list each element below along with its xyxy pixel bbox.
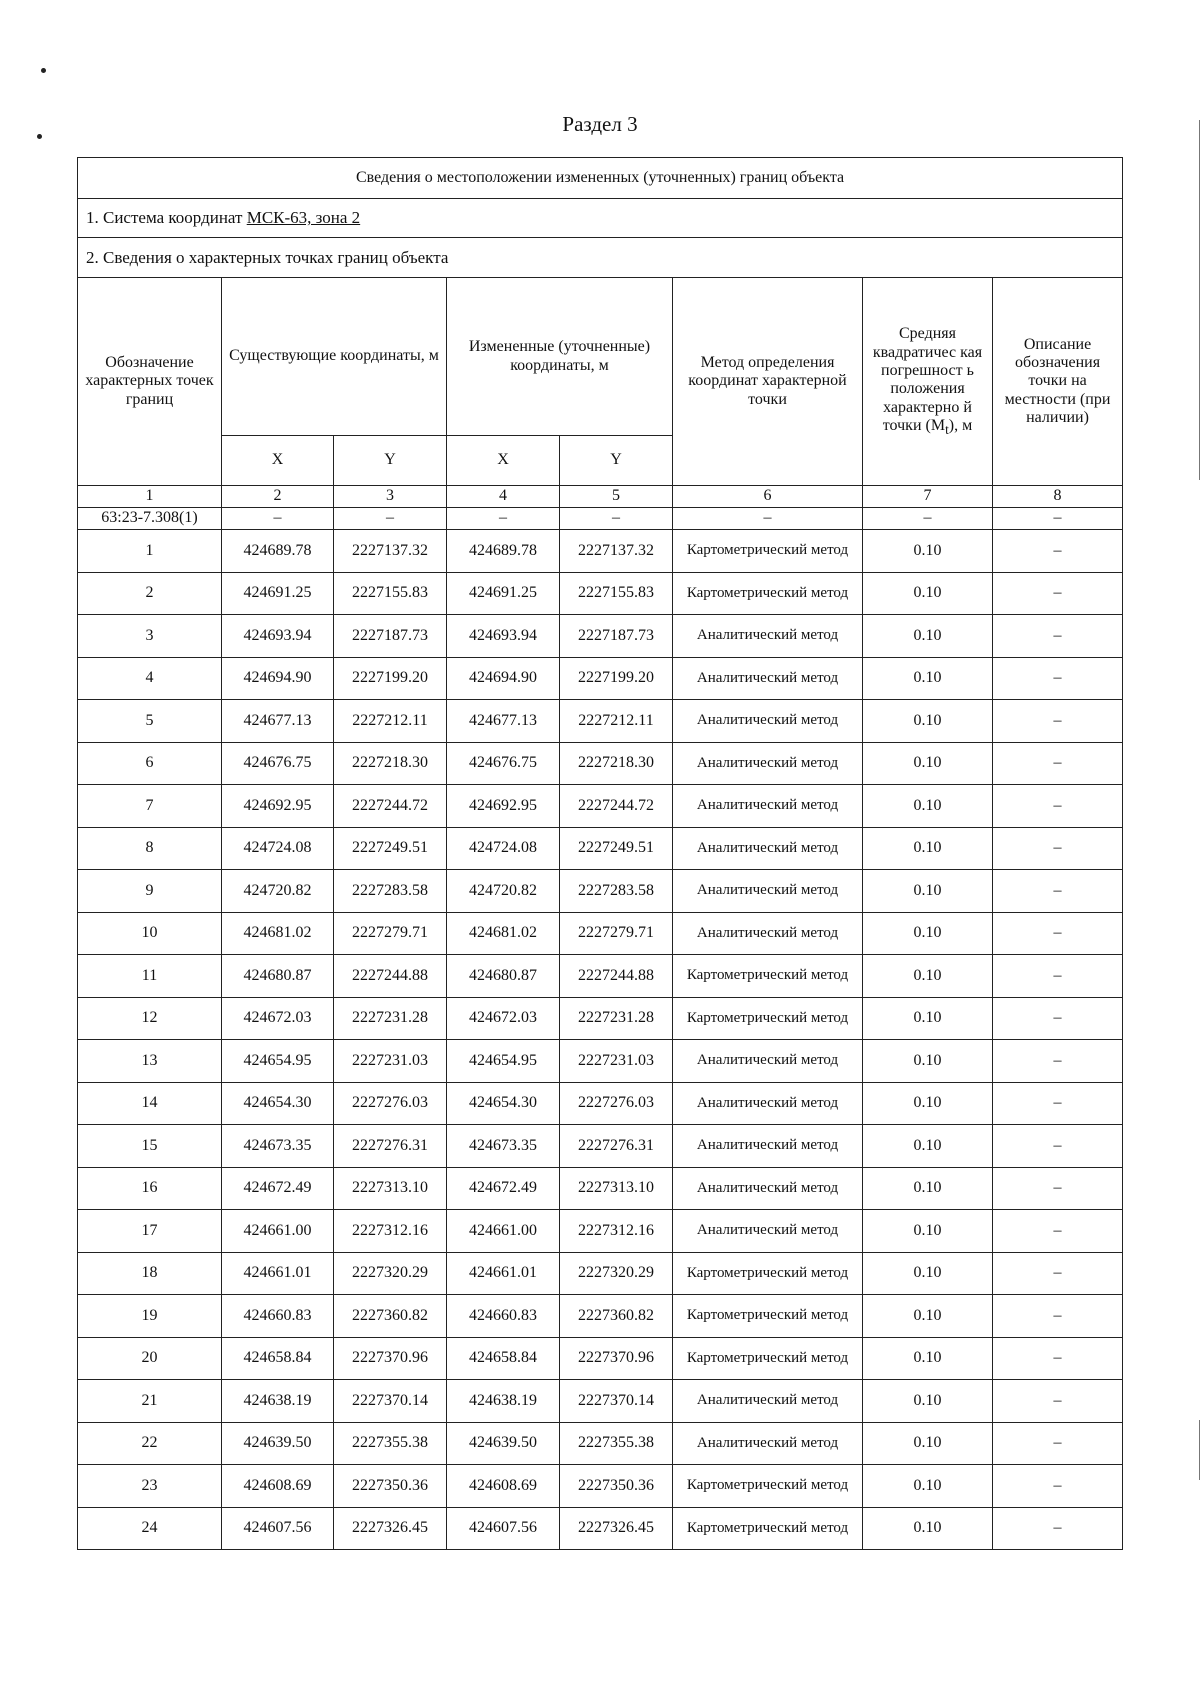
parcel-cell: – bbox=[560, 508, 673, 530]
column-number: 8 bbox=[993, 486, 1123, 508]
error-value: 0.10 bbox=[863, 615, 993, 658]
error-value: 0.10 bbox=[863, 1380, 993, 1423]
method: Картометрический метод bbox=[673, 1295, 863, 1338]
existing-x: 424689.78 bbox=[222, 530, 334, 573]
parcel-cell: – bbox=[334, 508, 447, 530]
error-value: 0.10 bbox=[863, 1252, 993, 1295]
existing-y: 2227155.83 bbox=[334, 572, 447, 615]
parcel-cell: – bbox=[993, 508, 1123, 530]
description: – bbox=[993, 1380, 1123, 1423]
table-row bbox=[78, 742, 1123, 785]
point-number: 12 bbox=[78, 997, 222, 1040]
table-row bbox=[78, 1422, 1123, 1465]
method: Аналитический метод bbox=[673, 657, 863, 700]
header-error-sub: t bbox=[945, 422, 949, 438]
changed-x: 424639.50 bbox=[447, 1422, 560, 1465]
error-value: 0.10 bbox=[863, 700, 993, 743]
changed-y: 2227326.45 bbox=[560, 1507, 673, 1550]
existing-x: 424672.49 bbox=[222, 1167, 334, 1210]
description: – bbox=[993, 1295, 1123, 1338]
point-number: 9 bbox=[78, 870, 222, 913]
point-number: 14 bbox=[78, 1082, 222, 1125]
column-number: 2 bbox=[222, 486, 334, 508]
table-row bbox=[78, 1380, 1123, 1423]
existing-y: 2227137.32 bbox=[334, 530, 447, 573]
method: Аналитический метод bbox=[673, 870, 863, 913]
table-row bbox=[78, 572, 1123, 615]
point-number: 3 bbox=[78, 615, 222, 658]
error-value: 0.10 bbox=[863, 955, 993, 998]
changed-y: 2227276.03 bbox=[560, 1082, 673, 1125]
header-error-tail: ), м bbox=[948, 417, 973, 435]
method: Аналитический метод bbox=[673, 1040, 863, 1083]
existing-y: 2227187.73 bbox=[334, 615, 447, 658]
table-title: Сведения о местоположении измененных (уточненных) границ объекта bbox=[78, 158, 1123, 199]
parcel-cell: – bbox=[863, 508, 993, 530]
existing-y: 2227231.28 bbox=[334, 997, 447, 1040]
method: Аналитический метод bbox=[673, 700, 863, 743]
existing-x: 424693.94 bbox=[222, 615, 334, 658]
existing-x: 424608.69 bbox=[222, 1465, 334, 1508]
parcel-cell: – bbox=[447, 508, 560, 530]
changed-x: 424693.94 bbox=[447, 615, 560, 658]
existing-x: 424680.87 bbox=[222, 955, 334, 998]
error-value: 0.10 bbox=[863, 657, 993, 700]
existing-x: 424639.50 bbox=[222, 1422, 334, 1465]
table-row bbox=[78, 1465, 1123, 1508]
header-y-existing: Y bbox=[334, 436, 447, 486]
existing-x: 424672.03 bbox=[222, 997, 334, 1040]
method: Аналитический метод bbox=[673, 1210, 863, 1253]
changed-x: 424724.08 bbox=[447, 827, 560, 870]
coord-system-row bbox=[78, 199, 1123, 238]
table-row bbox=[78, 1210, 1123, 1253]
existing-x: 424661.01 bbox=[222, 1252, 334, 1295]
changed-y: 2227320.29 bbox=[560, 1252, 673, 1295]
table-row bbox=[78, 530, 1123, 573]
table-row bbox=[78, 1167, 1123, 1210]
existing-y: 2227276.31 bbox=[334, 1125, 447, 1168]
point-number: 5 bbox=[78, 700, 222, 743]
existing-y: 2227312.16 bbox=[334, 1210, 447, 1253]
existing-y: 2227199.20 bbox=[334, 657, 447, 700]
point-number: 4 bbox=[78, 657, 222, 700]
method: Аналитический метод bbox=[673, 1422, 863, 1465]
changed-y: 2227218.30 bbox=[560, 742, 673, 785]
existing-y: 2227326.45 bbox=[334, 1507, 447, 1550]
changed-y: 2227370.14 bbox=[560, 1380, 673, 1423]
header-method: Метод определения координат характерной точки bbox=[673, 278, 863, 486]
point-number: 20 bbox=[78, 1337, 222, 1380]
header-x-changed: X bbox=[447, 436, 560, 486]
point-number: 1 bbox=[78, 530, 222, 573]
changed-x: 424681.02 bbox=[447, 912, 560, 955]
error-value: 0.10 bbox=[863, 912, 993, 955]
error-value: 0.10 bbox=[863, 997, 993, 1040]
changed-y: 2227231.03 bbox=[560, 1040, 673, 1083]
table-row bbox=[78, 657, 1123, 700]
point-number: 22 bbox=[78, 1422, 222, 1465]
table-row bbox=[78, 912, 1123, 955]
error-value: 0.10 bbox=[863, 572, 993, 615]
error-value: 0.10 bbox=[863, 1295, 993, 1338]
existing-x: 424724.08 bbox=[222, 827, 334, 870]
error-value: 0.10 bbox=[863, 1125, 993, 1168]
method: Картометрический метод bbox=[673, 1337, 863, 1380]
changed-x: 424689.78 bbox=[447, 530, 560, 573]
method: Аналитический метод bbox=[673, 1380, 863, 1423]
error-value: 0.10 bbox=[863, 1422, 993, 1465]
description: – bbox=[993, 955, 1123, 998]
header-changed-coords: Измененные (уточненные) координаты, м bbox=[447, 278, 673, 436]
section-title: Раздел 3 bbox=[562, 112, 638, 136]
changed-x: 424673.35 bbox=[447, 1125, 560, 1168]
parcel-cell: – bbox=[673, 508, 863, 530]
changed-x: 424638.19 bbox=[447, 1380, 560, 1423]
parcel-label: 63:23-7.308(1) bbox=[78, 508, 222, 530]
error-value: 0.10 bbox=[863, 1082, 993, 1125]
method: Аналитический метод bbox=[673, 827, 863, 870]
changed-x: 424660.83 bbox=[447, 1295, 560, 1338]
existing-y: 2227360.82 bbox=[334, 1295, 447, 1338]
method: Аналитический метод bbox=[673, 785, 863, 828]
table-row bbox=[78, 1040, 1123, 1083]
description: – bbox=[993, 1337, 1123, 1380]
error-value: 0.10 bbox=[863, 1337, 993, 1380]
existing-y: 2227231.03 bbox=[334, 1040, 447, 1083]
table-row bbox=[78, 1337, 1123, 1380]
error-value: 0.10 bbox=[863, 1507, 993, 1550]
description: – bbox=[993, 827, 1123, 870]
existing-x: 424661.00 bbox=[222, 1210, 334, 1253]
changed-x: 424672.49 bbox=[447, 1167, 560, 1210]
method: Картометрический метод bbox=[673, 1252, 863, 1295]
error-value: 0.10 bbox=[863, 530, 993, 573]
column-number: 3 bbox=[334, 486, 447, 508]
point-number: 15 bbox=[78, 1125, 222, 1168]
description: – bbox=[993, 870, 1123, 913]
existing-x: 424607.56 bbox=[222, 1507, 334, 1550]
existing-x: 424673.35 bbox=[222, 1125, 334, 1168]
changed-y: 2227370.96 bbox=[560, 1337, 673, 1380]
column-number: 5 bbox=[560, 486, 673, 508]
changed-x: 424607.56 bbox=[447, 1507, 560, 1550]
changed-y: 2227350.36 bbox=[560, 1465, 673, 1508]
changed-x: 424654.95 bbox=[447, 1040, 560, 1083]
table-row bbox=[78, 997, 1123, 1040]
existing-y: 2227212.11 bbox=[334, 700, 447, 743]
points-heading: 2. Сведения о характерных точках границ объекта bbox=[78, 238, 1123, 278]
existing-x: 424681.02 bbox=[222, 912, 334, 955]
existing-y: 2227313.10 bbox=[334, 1167, 447, 1210]
changed-y: 2227249.51 bbox=[560, 827, 673, 870]
column-number-row bbox=[78, 486, 1123, 508]
column-number: 6 bbox=[673, 486, 863, 508]
header-x-existing: X bbox=[222, 436, 334, 486]
existing-y: 2227283.58 bbox=[334, 870, 447, 913]
method: Картометрический метод bbox=[673, 572, 863, 615]
existing-y: 2227249.51 bbox=[334, 827, 447, 870]
error-value: 0.10 bbox=[863, 785, 993, 828]
point-number: 10 bbox=[78, 912, 222, 955]
point-number: 13 bbox=[78, 1040, 222, 1083]
method: Картометрический метод bbox=[673, 955, 863, 998]
changed-x: 424654.30 bbox=[447, 1082, 560, 1125]
point-number: 2 bbox=[78, 572, 222, 615]
existing-x: 424692.95 bbox=[222, 785, 334, 828]
method: Аналитический метод bbox=[673, 742, 863, 785]
header-error-text: Средняя квадратичес кая погрешност ь положения характерно й точки (M bbox=[872, 325, 983, 435]
changed-x: 424720.82 bbox=[447, 870, 560, 913]
changed-x: 424672.03 bbox=[447, 997, 560, 1040]
description: – bbox=[993, 615, 1123, 658]
description: – bbox=[993, 1507, 1123, 1550]
changed-x: 424694.90 bbox=[447, 657, 560, 700]
changed-x: 424661.01 bbox=[447, 1252, 560, 1295]
existing-y: 2227244.88 bbox=[334, 955, 447, 998]
point-number: 8 bbox=[78, 827, 222, 870]
changed-y: 2227231.28 bbox=[560, 997, 673, 1040]
description: – bbox=[993, 572, 1123, 615]
existing-y: 2227350.36 bbox=[334, 1465, 447, 1508]
method: Аналитический метод bbox=[673, 1125, 863, 1168]
method: Аналитический метод bbox=[673, 1167, 863, 1210]
changed-x: 424608.69 bbox=[447, 1465, 560, 1508]
description: – bbox=[993, 1125, 1123, 1168]
method: Картометрический метод bbox=[673, 1507, 863, 1550]
changed-x: 424680.87 bbox=[447, 955, 560, 998]
point-number: 18 bbox=[78, 1252, 222, 1295]
existing-y: 2227320.29 bbox=[334, 1252, 447, 1295]
header-error bbox=[863, 278, 993, 486]
changed-x: 424691.25 bbox=[447, 572, 560, 615]
error-value: 0.10 bbox=[863, 1465, 993, 1508]
existing-x: 424654.95 bbox=[222, 1040, 334, 1083]
point-number: 23 bbox=[78, 1465, 222, 1508]
method: Картометрический метод bbox=[673, 1465, 863, 1508]
method: Аналитический метод bbox=[673, 615, 863, 658]
point-number: 7 bbox=[78, 785, 222, 828]
parcel-cell: – bbox=[222, 508, 334, 530]
existing-x: 424654.30 bbox=[222, 1082, 334, 1125]
changed-y: 2227312.16 bbox=[560, 1210, 673, 1253]
description: – bbox=[993, 1465, 1123, 1508]
changed-y: 2227137.32 bbox=[560, 530, 673, 573]
method: Картометрический метод bbox=[673, 530, 863, 573]
description: – bbox=[993, 1040, 1123, 1083]
point-number: 6 bbox=[78, 742, 222, 785]
description: – bbox=[993, 530, 1123, 573]
changed-x: 424677.13 bbox=[447, 700, 560, 743]
changed-y: 2227276.31 bbox=[560, 1125, 673, 1168]
description: – bbox=[993, 912, 1123, 955]
table-row bbox=[78, 785, 1123, 828]
table-row bbox=[78, 955, 1123, 998]
existing-y: 2227370.96 bbox=[334, 1337, 447, 1380]
existing-y: 2227279.71 bbox=[334, 912, 447, 955]
existing-x: 424720.82 bbox=[222, 870, 334, 913]
table-row bbox=[78, 1295, 1123, 1338]
description: – bbox=[993, 657, 1123, 700]
scan-dot-top bbox=[41, 68, 46, 73]
error-value: 0.10 bbox=[863, 1167, 993, 1210]
error-value: 0.10 bbox=[863, 870, 993, 913]
description: – bbox=[993, 997, 1123, 1040]
point-number: 11 bbox=[78, 955, 222, 998]
description: – bbox=[993, 700, 1123, 743]
changed-x: 424658.84 bbox=[447, 1337, 560, 1380]
existing-x: 424694.90 bbox=[222, 657, 334, 700]
error-value: 0.10 bbox=[863, 742, 993, 785]
existing-x: 424638.19 bbox=[222, 1380, 334, 1423]
table-row bbox=[78, 1125, 1123, 1168]
existing-y: 2227244.72 bbox=[334, 785, 447, 828]
changed-y: 2227244.88 bbox=[560, 955, 673, 998]
changed-y: 2227155.83 bbox=[560, 572, 673, 615]
existing-x: 424658.84 bbox=[222, 1337, 334, 1380]
existing-y: 2227355.38 bbox=[334, 1422, 447, 1465]
error-value: 0.10 bbox=[863, 1210, 993, 1253]
existing-x: 424660.83 bbox=[222, 1295, 334, 1338]
header-existing-coords: Существующие координаты, м bbox=[222, 278, 447, 436]
coord-system-name: МСК-63, зона 2 bbox=[246, 208, 361, 228]
changed-x: 424661.00 bbox=[447, 1210, 560, 1253]
table-row bbox=[78, 700, 1123, 743]
point-number: 17 bbox=[78, 1210, 222, 1253]
error-value: 0.10 bbox=[863, 827, 993, 870]
point-number: 24 bbox=[78, 1507, 222, 1550]
changed-y: 2227355.38 bbox=[560, 1422, 673, 1465]
boundary-points-table bbox=[77, 157, 1123, 1550]
coord-system-label: 1. Система координат bbox=[86, 208, 247, 228]
column-number: 4 bbox=[447, 486, 560, 508]
header-y-changed: Y bbox=[560, 436, 673, 486]
changed-y: 2227279.71 bbox=[560, 912, 673, 955]
description: – bbox=[993, 1252, 1123, 1295]
changed-y: 2227360.82 bbox=[560, 1295, 673, 1338]
method: Аналитический метод bbox=[673, 912, 863, 955]
point-number: 16 bbox=[78, 1167, 222, 1210]
changed-x: 424676.75 bbox=[447, 742, 560, 785]
description: – bbox=[993, 1167, 1123, 1210]
existing-y: 2227370.14 bbox=[334, 1380, 447, 1423]
header-designation: Обозначение характерных точек границ bbox=[78, 278, 222, 486]
error-value: 0.10 bbox=[863, 1040, 993, 1083]
column-number: 1 bbox=[78, 486, 222, 508]
table-row bbox=[78, 1507, 1123, 1550]
table-row bbox=[78, 1082, 1123, 1125]
changed-y: 2227199.20 bbox=[560, 657, 673, 700]
method: Картометрический метод bbox=[673, 997, 863, 1040]
column-number: 7 bbox=[863, 486, 993, 508]
table-row bbox=[78, 615, 1123, 658]
table-row bbox=[78, 870, 1123, 913]
table-row bbox=[78, 827, 1123, 870]
changed-y: 2227283.58 bbox=[560, 870, 673, 913]
description: – bbox=[993, 742, 1123, 785]
description: – bbox=[993, 1082, 1123, 1125]
header-description: Описание обозначения точки на местности (при наличии) bbox=[993, 278, 1123, 486]
point-number: 19 bbox=[78, 1295, 222, 1338]
changed-y: 2227313.10 bbox=[560, 1167, 673, 1210]
changed-x: 424692.95 bbox=[447, 785, 560, 828]
parcel-row bbox=[78, 508, 1123, 530]
point-number: 21 bbox=[78, 1380, 222, 1423]
changed-y: 2227187.73 bbox=[560, 615, 673, 658]
existing-x: 424676.75 bbox=[222, 742, 334, 785]
changed-y: 2227244.72 bbox=[560, 785, 673, 828]
changed-y: 2227212.11 bbox=[560, 700, 673, 743]
description: – bbox=[993, 1210, 1123, 1253]
existing-y: 2227218.30 bbox=[334, 742, 447, 785]
description: – bbox=[993, 785, 1123, 828]
description: – bbox=[993, 1422, 1123, 1465]
existing-x: 424677.13 bbox=[222, 700, 334, 743]
existing-y: 2227276.03 bbox=[334, 1082, 447, 1125]
method: Аналитический метод bbox=[673, 1082, 863, 1125]
existing-x: 424691.25 bbox=[222, 572, 334, 615]
table-row bbox=[78, 1252, 1123, 1295]
